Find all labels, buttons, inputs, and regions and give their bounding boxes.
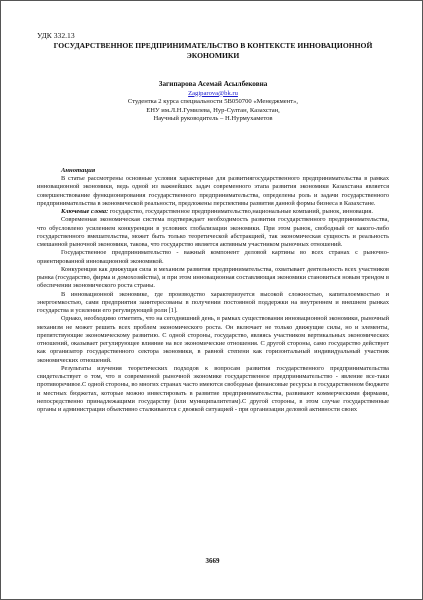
keywords (37, 208, 389, 216)
keywords-label: Ключевые слова: (61, 208, 109, 215)
paragraph-6: Результаты изучения теоретических подходов к вопросам развития государственного предпринимательства свидетельствует о том, что в современной рыночной экономике государственное предпринимательство - явление все-таки противоречивое.С одной стороны, во многих странах часто имеются свободные финансовые ресурсы в государственном бюджете и местных бюджетах, которые можно инвестировать в развитие предпринимательства, развивают коммерческими фирмами, непосредственно принадлежащими государству (или муниципалитетам).С другой стороны, в этом случае государственные органы и администрации объективно сталкиваются с двоякой ситуацией - при организации деловой активности своих (37, 364, 389, 413)
paper-title: ГОСУДАРСТВЕННОЕ ПРЕДПРИНИМАТЕЛЬСТВО В КОНТЕКСТЕ ИННОВАЦИОННОЙ ЭКОНОМИКИ (53, 41, 373, 60)
annotation-heading: Аннотация (61, 167, 96, 174)
author-affiliation-2: ЕНУ им.Л.Н.Гумилева, Нур-Султан, Казахстан, (146, 106, 280, 114)
author-supervisor: Научный руководитель – Н.Нурмухаметов (153, 115, 273, 123)
page-number: 3669 (205, 557, 220, 565)
paragraph-4: В инновационной экономике, где производство характеризуется высокой сложностью, капиталоемкостью и энергоемкостью, сами предприятия заинтересованы в получении постоянной поддержки на внутреннем и внешнем рынках государства и усилении его регулирующей роли [1]. (37, 290, 389, 314)
author-affiliation-1: Студентка 2 курса специальности 5В050700 «Менеджмент», (127, 98, 299, 106)
author-block (61, 80, 365, 124)
body-text (37, 175, 389, 414)
udk-code: УДК 332.13 (37, 31, 75, 40)
annotation-text: В статье рассмотрены основные условия характерные для развитиягосударственного предпринимательства в рамках инновационной экономики, ведь одной из важнейших задач современного этапа развития экономики Казахстана является совершенствование функционирования государственного предпринимательства, определены роль и задачи государственного предпринимательства в экономической реальности, предложены перспективы развития данной формы бизнеса в Казахстане. (37, 175, 389, 207)
author-name: Загипарова Асемай Асылбековна (158, 80, 268, 88)
paragraph-5: Однако, необходимо отметить, что на сегодняшний день, в рамках существования инновационной экономики, рыночный механизм не может решить всех проблем экономического роста. Он включает не только движущие силы, но и элементы, препятствующие экономическому развитию. С одной стороны, государство, являясь участником вертикальных экономических отношений, оказывает регулирующее влияние на все экономические отношения. С другой стороны, само государство действует как организатор государственного сектора экономики, в равной степени как горизонтальный индивидуальный участник экономических отношений. (37, 315, 389, 364)
keywords-text: государство, государственное предпринимательство,национальные компаний, рынок, инновация. (109, 208, 373, 215)
paragraph-3: Конкуренция как движущая сила и механизм развития предпринимательства, охватывает деятельность всех участников рынка (государство, фирма и домохозяйства), и при этом инновационная составляющая экономики становиться новым трендом в обеспечении экономического роста страны. (37, 265, 389, 290)
paragraph-2: Государственное предпринимательство - важный компонент деловой картины во всех странах с рыночно-ориентированной инновационной экономикой. (37, 249, 389, 265)
author-email-link[interactable]: Zagiparova@bk.ru (188, 89, 238, 97)
paragraph-1: Современная экономическая система подтверждает необходимость развития государственного предпринимательства, что обусловлено усилением конкуренции в условиях глобализации экономики. При этом рынок, свободный от какого-либо государственного вмешательства, может быть только теоретической абстракцией, так экономическая сущность и реальность смешанной рыночной экономики, такова, что государство является активным участником рыночных отношений. (37, 216, 389, 248)
